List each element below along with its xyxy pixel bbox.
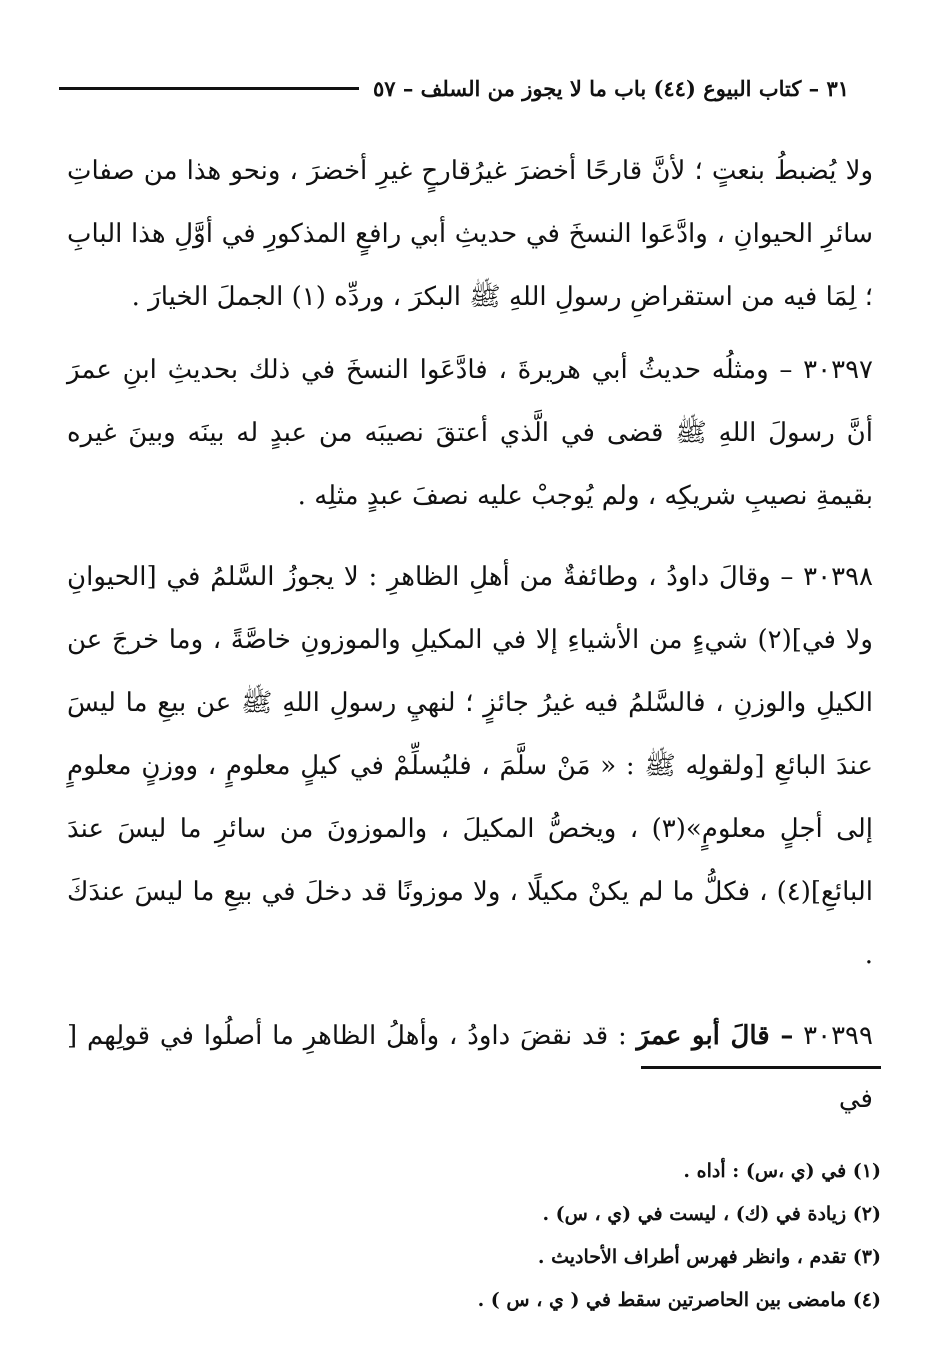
main-text: [67, 140, 873, 1149]
footnote-separator: [641, 1066, 881, 1069]
footnote-2: (٢) زيادة في (ك) ، ليست في (ي ، س) .: [542, 1203, 881, 1225]
paragraph-number: ٣٠٣٩٩: [803, 1021, 873, 1051]
paragraph-number: ٣٠٣٩٧: [803, 355, 873, 385]
paragraph-text: ولا يُضبطُ بنعتٍ ؛ لأنَّ قارحًا أخضرَ غيرُقارحٍ غيرِ أخضرَ ، ونحو هذا من صفاتِ سائرِ الحيوانِ ، وادَّعَوا النسخَ في حديثِ أبي رافعٍ المذكورِ في أوَّلِ هذا البابِ ؛ لِمَا فيه من استقراضِ رسولِ اللهِ ﷺ البكرَ ، وردِّه (١) الجملَ الخيارَ .: [67, 156, 873, 312]
paragraph-lead: – قالَ أبو عمرَ: [636, 1021, 794, 1051]
footnote-3: (٣) تقدم ، وانظر فهرس أطراف الأحاديث .: [537, 1246, 881, 1268]
running-title: ٣١ – كتاب البيوع (٤٤) باب ما لا يجوز من السلف – ٥٧: [373, 75, 849, 101]
paragraph-number: ٣٠٣٩٨: [803, 562, 873, 592]
header-rule: [59, 87, 359, 90]
paragraph-continuation: [67, 140, 873, 329]
footnote-1: (١) في (ي ،س) : أداه .: [683, 1160, 881, 1182]
footnotes: [61, 1150, 881, 1322]
paragraph-text: : قد نقضَ داودُ ، وأهلُ الظاهرِ ما أصلُوا في قولِهم [ في: [67, 1021, 873, 1114]
paragraph-30397: [67, 339, 873, 528]
running-header: [59, 70, 849, 106]
footnote-4: (٤) مامضى بين الحاصرتين سقط في ( ي ، س ) .: [477, 1289, 881, 1311]
paragraph-30398: [67, 546, 873, 987]
paragraph-text: – ومثلُه حديثُ أبي هريرةَ ، فادَّعَوا النسخَ في ذلك بحديثِ ابنِ عمرَ أنَّ رسولَ اللهِ ﷺ قضى في الَّذي أعتقَ نصيبَه من عبدٍ له بينَه وبينَ غيره بقيمةِ نصيبِ شريكِه ، ولم يُوجبْ عليه نصفَ عبدٍ مثلِه .: [67, 355, 873, 511]
paragraph-text: – وقالَ داودُ ، وطائفةٌ من أهلِ الظاهرِ : لا يجوزُ السَّلمُ في [الحيوانِ ولا في](٢) شيءٍ من الأشياءِ إلا في المكيلِ والموزونِ خاصَّةً ، وما خرجَ عن الكيلِ والوزنِ ، فالسَّلمُ فيه غيرُ جائزٍ ؛ لنهيِ رسولِ اللهِ ﷺ عن بيعِ ما ليسَ عندَ البائعِ [ولقولِه ﷺ : « مَنْ سلَّمَ ، فليُسلِّمْ في كيلٍ معلومٍ ، ووزنٍ معلومٍ إلى أجلٍ معلومٍ»(٣) ، ويخصُّ المكيلَ ، والموزونَ من سائرِ ما ليسَ عندَ البائعِ](٤) ، فكلُّ ما لم يكنْ مكيلًا ، ولا موزونًا قد دخلَ في بيعِ ما ليسَ عندَكَ .: [67, 562, 873, 970]
